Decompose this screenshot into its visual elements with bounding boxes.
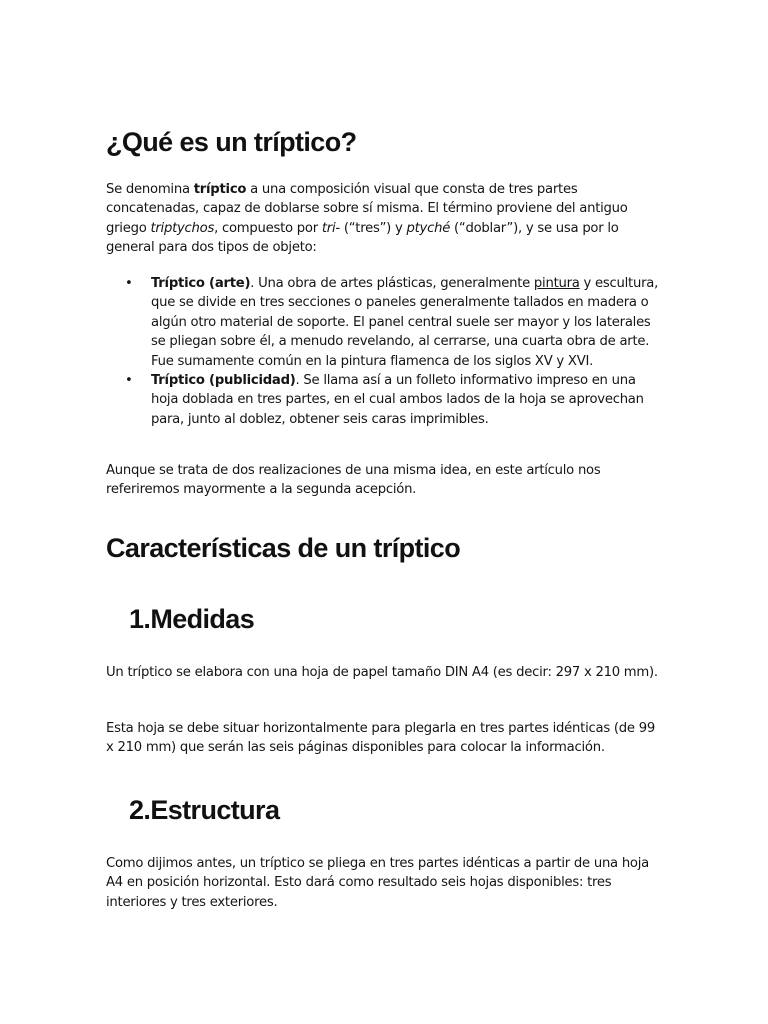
list-item-text: . Se llama así a un folleto informativo impreso en una hoja doblada en tres partes, en el cual ambos lados de la hoja se aprovechan para, junto al doblez, obtener seis caras imprimibles.: [151, 373, 644, 427]
estructura-paragraph: Como dijimos antes, un tríptico se pliega en tres partes idénticas a partir de una hoja A4 en posición horizontal. Esto dará como resultado seis hojas disponibles: tres interiores y tres exteriores.: [106, 856, 649, 910]
section-title-medidas: 1.Medidas: [129, 604, 255, 634]
intro-term: tríptico: [193, 182, 247, 197]
medidas-paragraph-1: Un tríptico se elabora con una hoja de papel tamaño DIN A4 (es decir: 297 x 210 mm).: [106, 665, 658, 680]
bullet-icon: •: [125, 373, 133, 389]
list-item: [120, 274, 660, 371]
list-item-text: . Una obra de artes plásticas, generalmente: [250, 276, 534, 291]
list-item-term: Tríptico (arte): [151, 276, 251, 291]
page-title: ¿Qué es un tríptico?: [106, 127, 357, 157]
intro-text: Se denomina: [106, 182, 194, 197]
intro-paragraph: [106, 180, 666, 258]
bullet-icon: •: [125, 276, 133, 291]
list-item-term: Tríptico (publicidad): [151, 373, 296, 389]
intro-greek-word: triptychos: [150, 220, 215, 236]
intro-text: (“doblar”), y se usa por lo general para dos tipos de objeto:: [106, 220, 619, 256]
intro-greek-word: ptyché: [406, 220, 451, 236]
pintura-link[interactable]: pintura: [533, 276, 580, 291]
closing-paragraph: Aunque se trata de dos realizaciones de una misma idea, en este artículo nos referiremos mayormente a la segunda acepción.: [106, 463, 601, 498]
definition-list: [120, 274, 660, 429]
intro-greek-prefix: tri-: [321, 220, 340, 236]
intro-text: a una composición visual que consta de tres partes concatenadas, capaz de doblarse sobre sí misma. El término proviene del antiguo griego: [106, 182, 628, 236]
intro-text: (“tres”) y: [339, 220, 407, 236]
intro-text: , compuesto por: [214, 220, 322, 236]
medidas-paragraph-2: Esta hoja se debe situar horizontalmente para plegarla en tres partes idénticas (de 99 x 210 mm) que serán las seis páginas disponibles para colocar la información.: [106, 721, 655, 756]
section-heading: Características de un tríptico: [106, 533, 461, 563]
list-item: [120, 371, 660, 429]
section-title-estructura: 2.Estructura: [129, 795, 280, 825]
list-item-text: y escultura, que se divide en tres secciones o paneles generalmente tallados en madera o algún otro material de soporte. El panel central suele ser mayor y los laterales se pliegan sobre él, a menudo revelando, al cerrarse, una cuarta obra de arte. Fue sumamente común en la pintura flamenca de los siglos XV y XVI.: [151, 276, 659, 369]
